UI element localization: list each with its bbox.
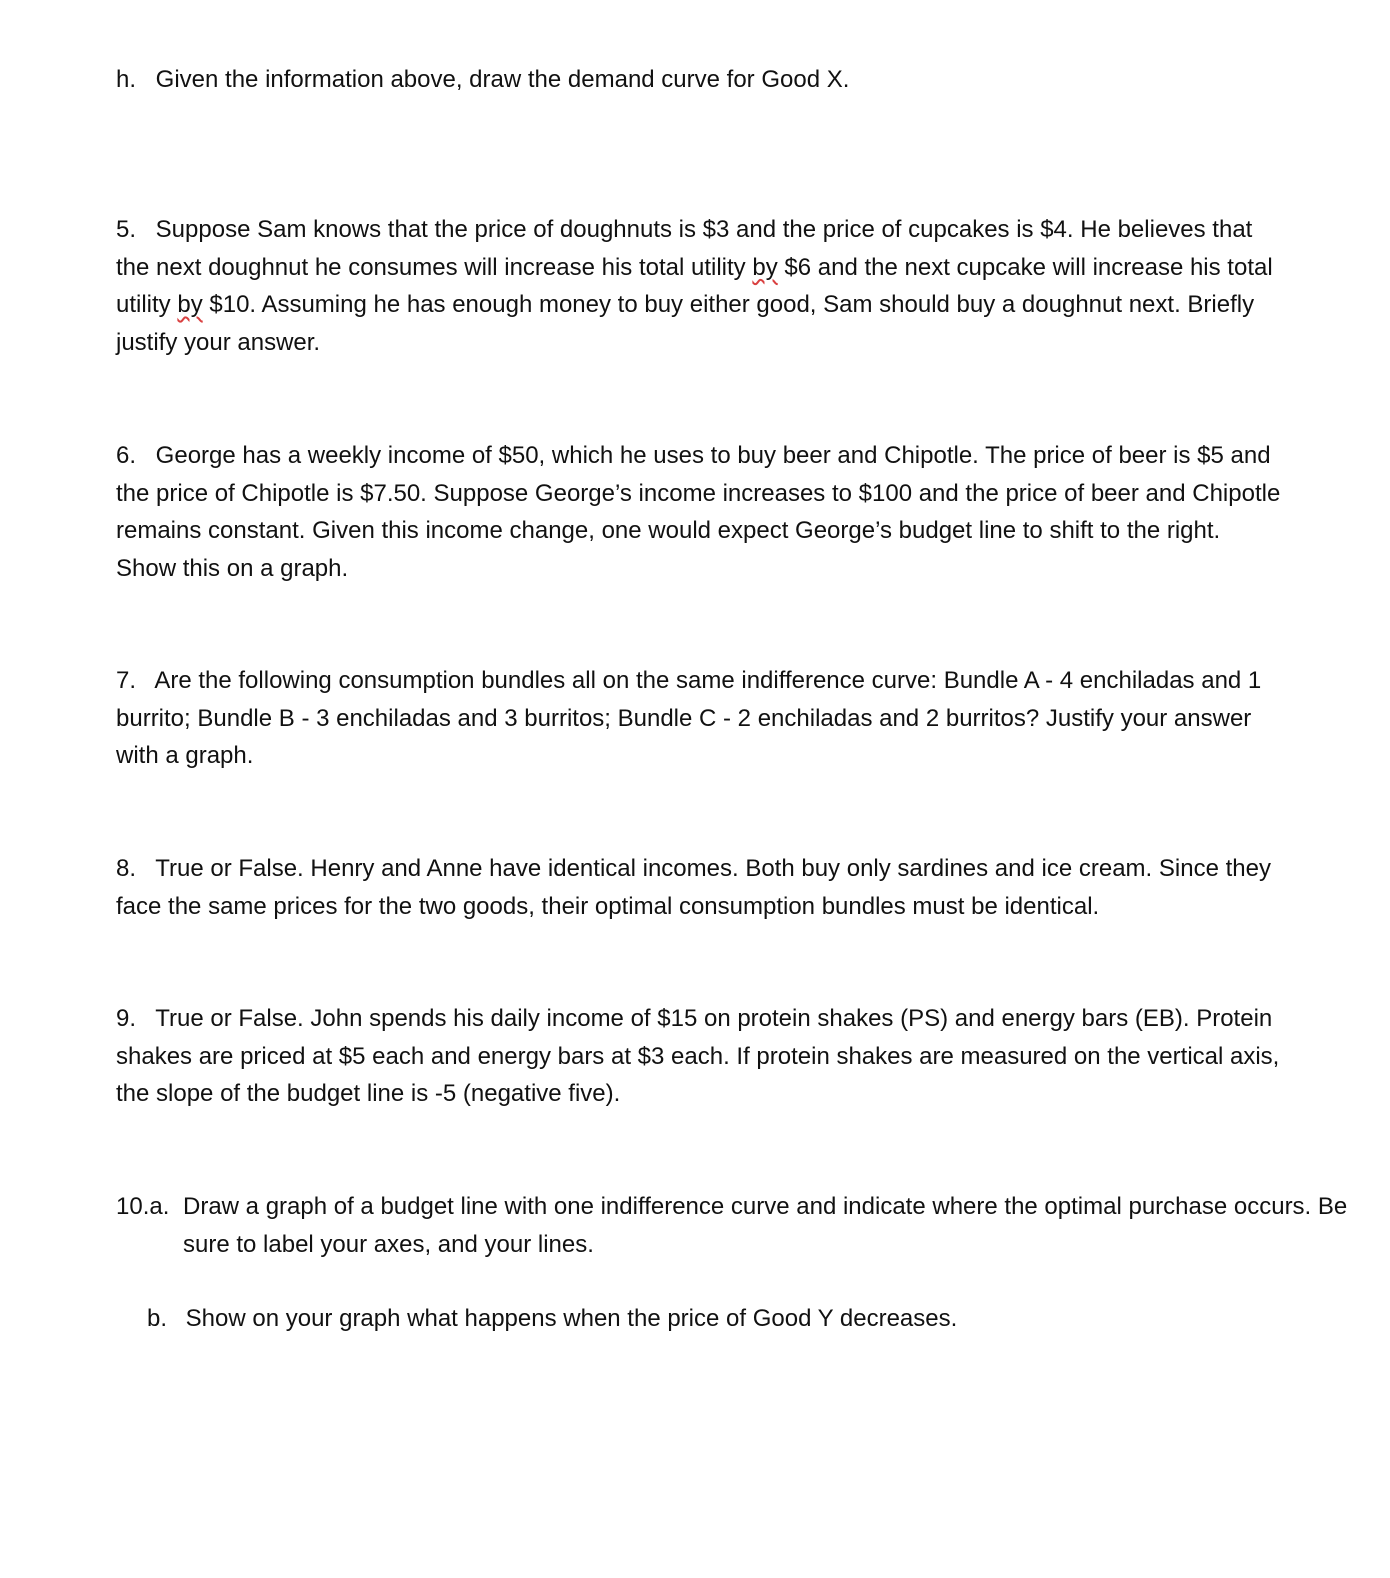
question-text: Draw a graph of a budget line with one indifference curve and indicate where the optimal purchase occurs. Be sure to label your axes, and your lines. bbox=[183, 1193, 1348, 1258]
question-number: 10.a. bbox=[116, 1193, 170, 1220]
question-h bbox=[116, 61, 1286, 99]
question-number: 9. bbox=[116, 1005, 137, 1032]
spelling-flag: by bbox=[752, 253, 778, 281]
question-text: True or False. John spends his daily income of $15 on protein shakes (PS) and energy bars (EB). Protein shakes are priced at $5 each and energy bars at $3 each. If protein shakes are measured on the vertical axis, the slope of the budget line is -5 (negative five). bbox=[116, 1005, 1280, 1108]
question-number: 5. bbox=[116, 216, 137, 243]
question-text: True or False. Henry and Anne have identical incomes. Both buy only sardines and ice cream. Since they face the same prices for the two goods, their optimal consumption bundles must be identical. bbox=[116, 855, 1271, 920]
question-6 bbox=[116, 437, 1286, 587]
question-7 bbox=[116, 662, 1286, 775]
question-text: Show on your graph what happens when the price of Good Y decreases. bbox=[185, 1305, 958, 1332]
question-number: 6. bbox=[116, 442, 137, 469]
question-text: Are the following consumption bundles all on the same indifference curve: Bundle A - 4 enchiladas and 1 burrito; Bundle B - 3 enchiladas and 3 burritos; Bundle C - 2 enchiladas and 2 burritos? Justify your answer with a graph. bbox=[116, 667, 1262, 770]
question-10a bbox=[116, 1188, 1353, 1263]
question-text: Given the information above, draw the demand curve for Good X. bbox=[155, 66, 850, 93]
question-5 bbox=[116, 211, 1286, 361]
question-text: Suppose Sam knows that the price of doughnuts is $3 and the price of cupcakes is $4. He believes that the next doughnut he consumes will increase his total utility bbox=[116, 216, 1253, 281]
question-8 bbox=[116, 850, 1286, 925]
question-number: b. bbox=[147, 1305, 168, 1332]
question-text: $6 and the next cupcake will increase his total utility bbox=[116, 253, 1273, 319]
spelling-flag: by bbox=[177, 291, 203, 319]
question-text: $10. Assuming he has enough money to buy either good, Sam should buy a doughnut next. Briefly justify your answer. bbox=[116, 291, 1255, 356]
question-number: 7. bbox=[116, 667, 137, 694]
question-number: 8. bbox=[116, 855, 137, 882]
question-10b bbox=[147, 1300, 1247, 1338]
question-text: George has a weekly income of $50, which he uses to buy beer and Chipotle. The price of beer is $5 and the price of Chipotle is $7.50. Suppose George’s income increases to $100 and the price of beer and Chipotle remains constant. Given this income change, one would expect George’s budget line to shift to the right. Show this on a graph. bbox=[116, 442, 1281, 582]
question-number: h. bbox=[116, 66, 137, 93]
question-9 bbox=[116, 1000, 1286, 1113]
